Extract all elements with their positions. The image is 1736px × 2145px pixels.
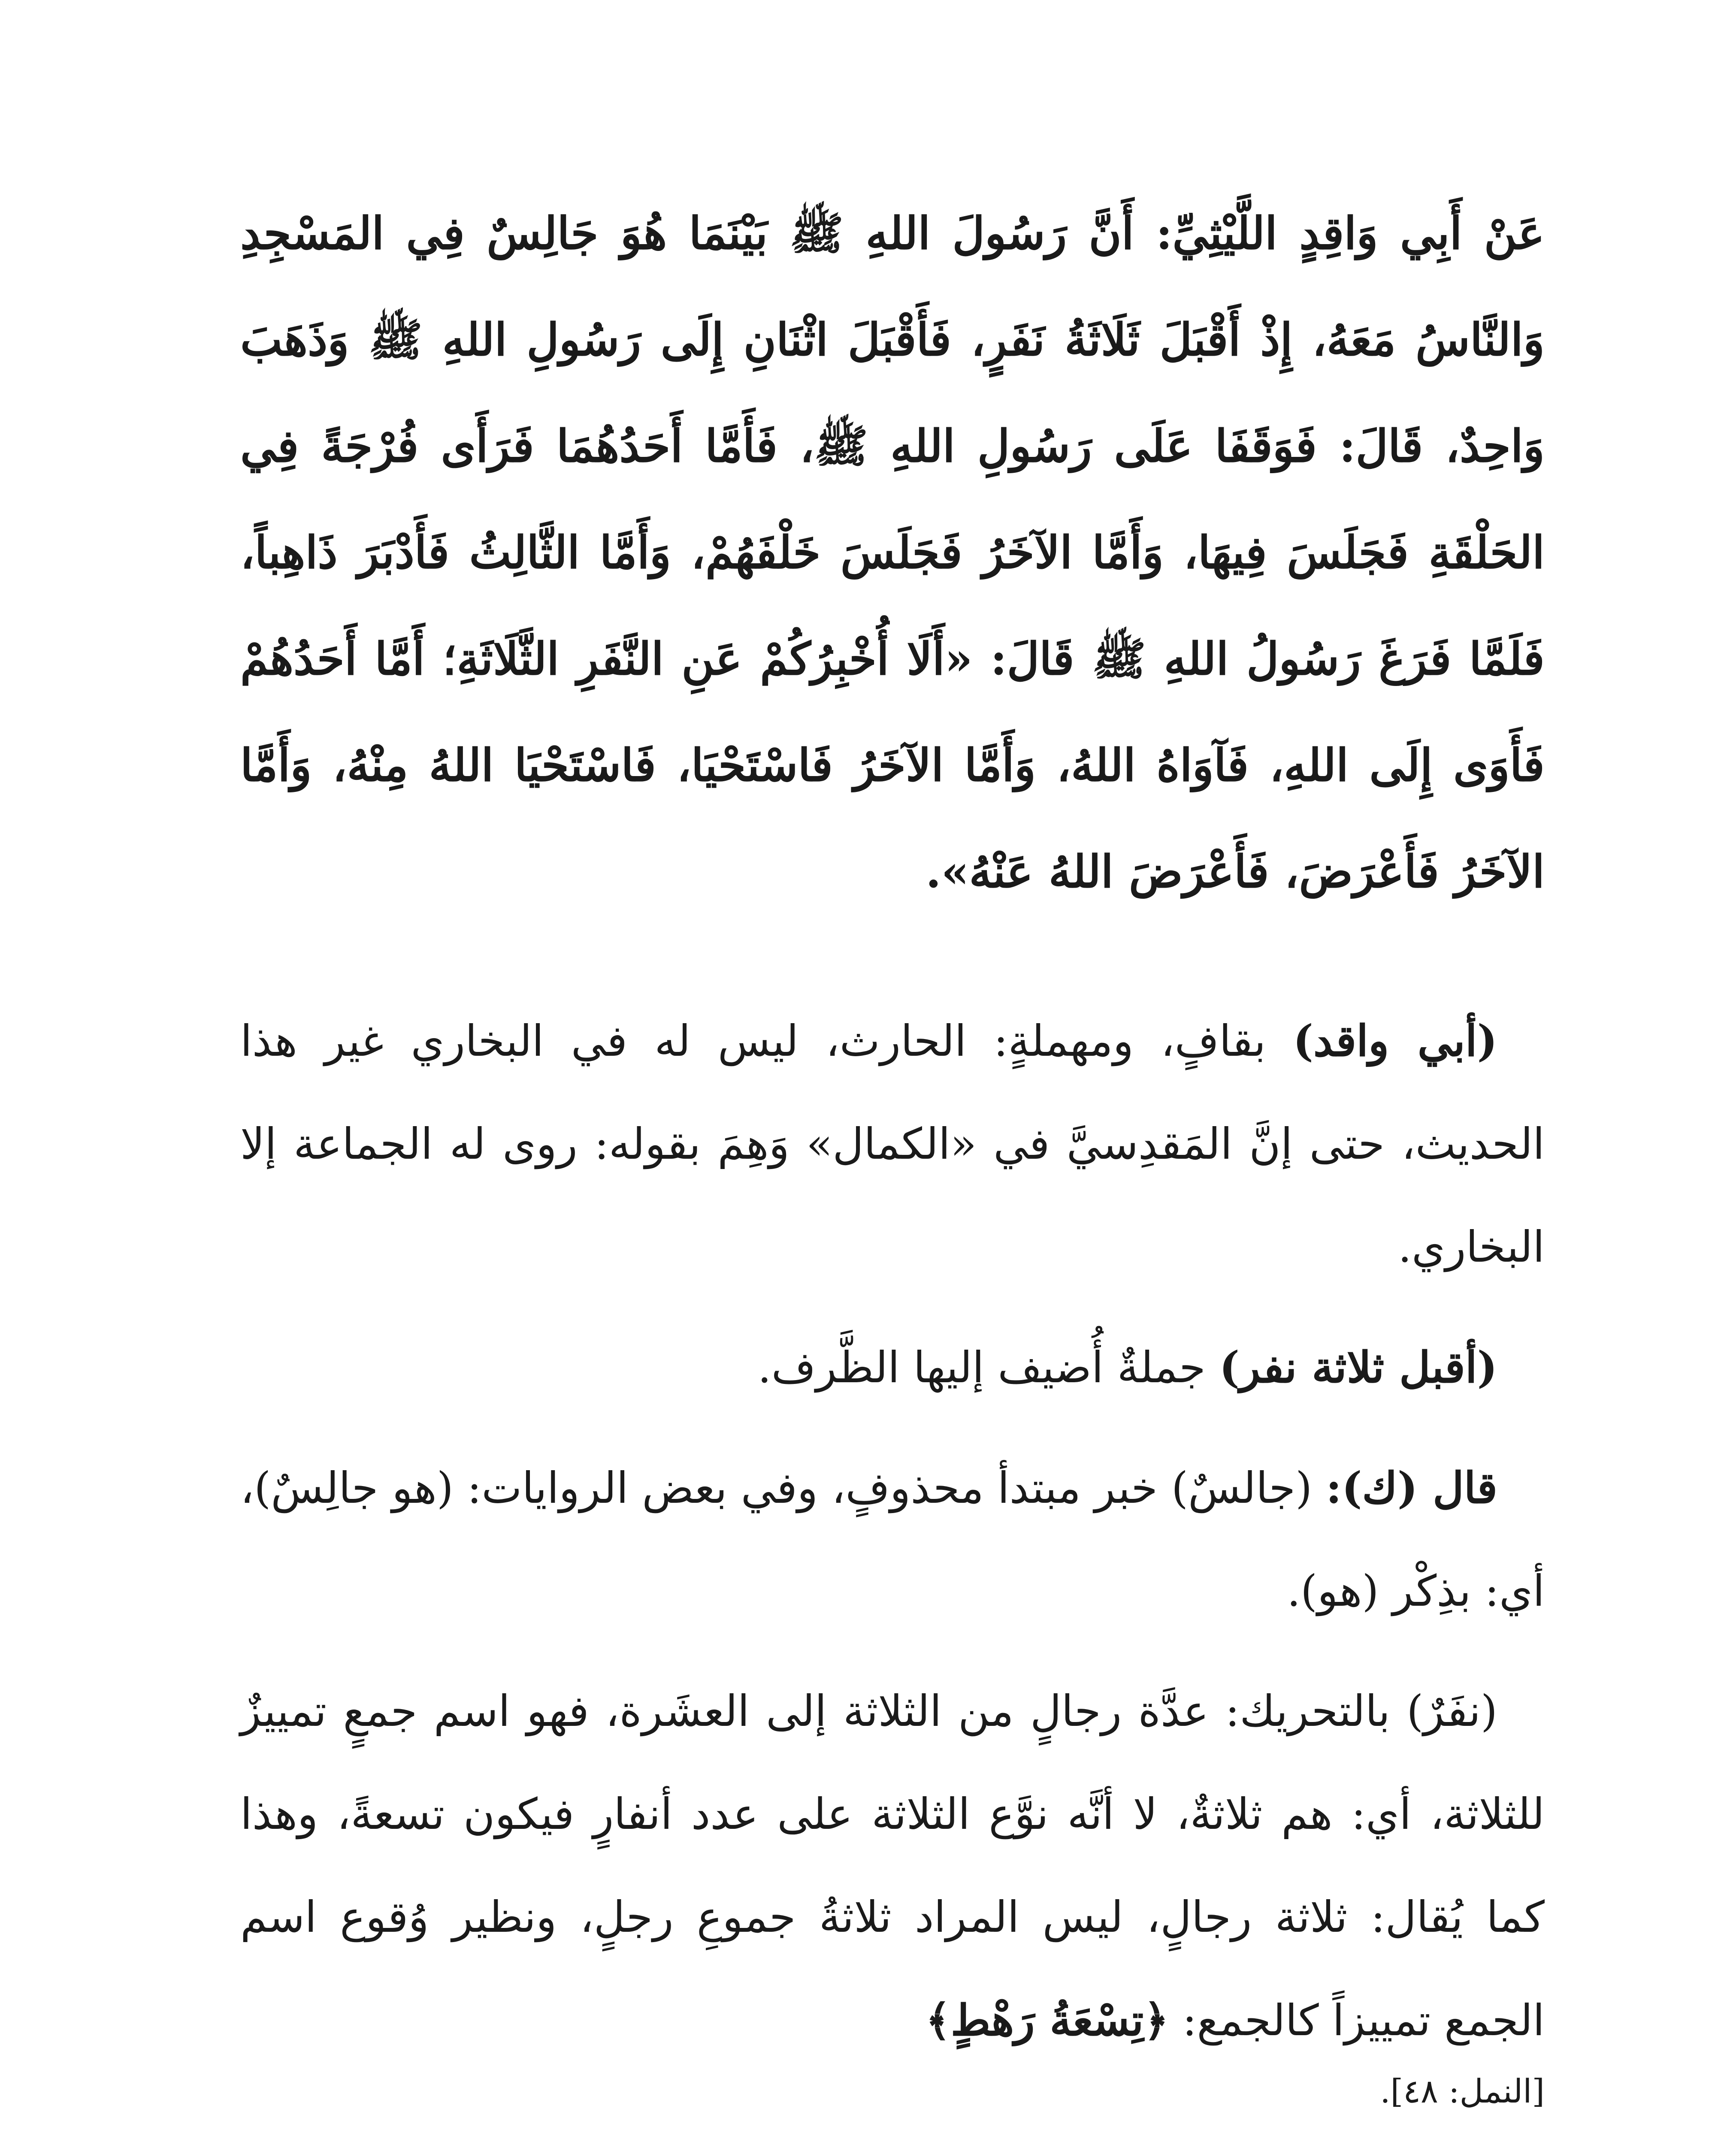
paragraph-lead: (أقبل ثلاثة نفر) [1219, 1342, 1497, 1393]
quran-quote: ﴿تِسْعَةُ رَهْطٍ﴾ [925, 1995, 1169, 2045]
paragraph-lead: قال (ك): [1326, 1462, 1497, 1513]
commentary-paragraph-sitting [240, 1436, 1545, 1643]
paragraph-body: بقافٍ، ومهملةٍ: الحارث، ليس له في البخاري غير هذا الحديث، حتى إنَّ المَقدِسيَّ في «الكمال» وَهِمَ بقوله: روى له الجماعة إلا البخاري. [240, 1016, 1545, 1272]
text-column [240, 180, 1545, 2145]
commentary-paragraph-nafar [240, 1660, 1545, 2124]
hadith-text: عَنْ أَبِي وَاقِدٍ اللَّيْثِيِّ: أَنَّ رَسُولَ اللهِ ﷺ بَيْنَمَا هُوَ جَالِسٌ فِي المَسْجِدِ وَالنَّاسُ مَعَهُ، إِذْ أَقْبَلَ ثَلَاثَةُ نَفَرٍ، فَأَقْبَلَ اثْنَانِ إِلَى رَسُولِ اللهِ ﷺ وَذَهَبَ وَاحِدٌ، قَالَ: فَوَقَفَا عَلَى رَسُولِ اللهِ ﷺ، فَأَمَّا أَحَدُهُمَا فَرَأَى فُرْجَةً فِي الحَلْقَةِ فَجَلَسَ فِيهَا، وَأَمَّا الآخَرُ فَجَلَسَ خَلْفَهُمْ، وَأَمَّا الثَّالِثُ فَأَدْبَرَ ذَاهِباً، فَلَمَّا فَرَغَ رَسُولُ اللهِ ﷺ قَالَ: «أَلَا أُخْبِرُكُمْ عَنِ النَّفَرِ الثَّلَاثَةِ؛ أَمَّا أَحَدُهُمْ فَأَوَى إِلَى اللهِ، فَآوَاهُ اللهُ، وَأَمَّا الآخَرُ فَاسْتَحْيَا، فَاسْتَحْيَا اللهُ مِنْهُ، وَأَمَّا الآخَرُ فَأَعْرَضَ، فَأَعْرَضَ اللهُ عَنْهُ». [240, 207, 1545, 898]
quran-citation: [النمل: ٤٨]. [1380, 2072, 1545, 2110]
paragraph-body: جملةٌ أُضيف إليها الظَّرف. [757, 1342, 1219, 1393]
commentary-paragraph-narrator [240, 989, 1545, 1299]
paragraph-body: (نفَرٌ) بالتحريك: عدَّة رجالٍ من الثلاثة إلى العشَرة، فهو اسم جمعٍ تمييزٌ للثلاثة، أي: هم ثلاثةٌ، لا أنَّه نوَّع الثلاثة على عدد أنفارٍ فيكون تسعةً، وهذا كما يُقال: ثلاثة رجالٍ، ليس المراد ثلاثةُ جموعِ رجلٍ، ونظير وُقوع اسم الجمع تمييزاً كالجمع: [240, 1686, 1545, 2045]
paragraph-lead: (أبي واقد) [1293, 1015, 1497, 1066]
commentary-paragraph-three-men [240, 1316, 1545, 1419]
paragraph-body: (جالسٌ) خبر مبتدأ محذوفٍ، وفي بعض الروايات: (هو جالِسٌ)، أي: بذِكْر (هو). [240, 1463, 1545, 1616]
commentary-paragraph-two-came [240, 2141, 1545, 2145]
commentary [240, 989, 1545, 2145]
